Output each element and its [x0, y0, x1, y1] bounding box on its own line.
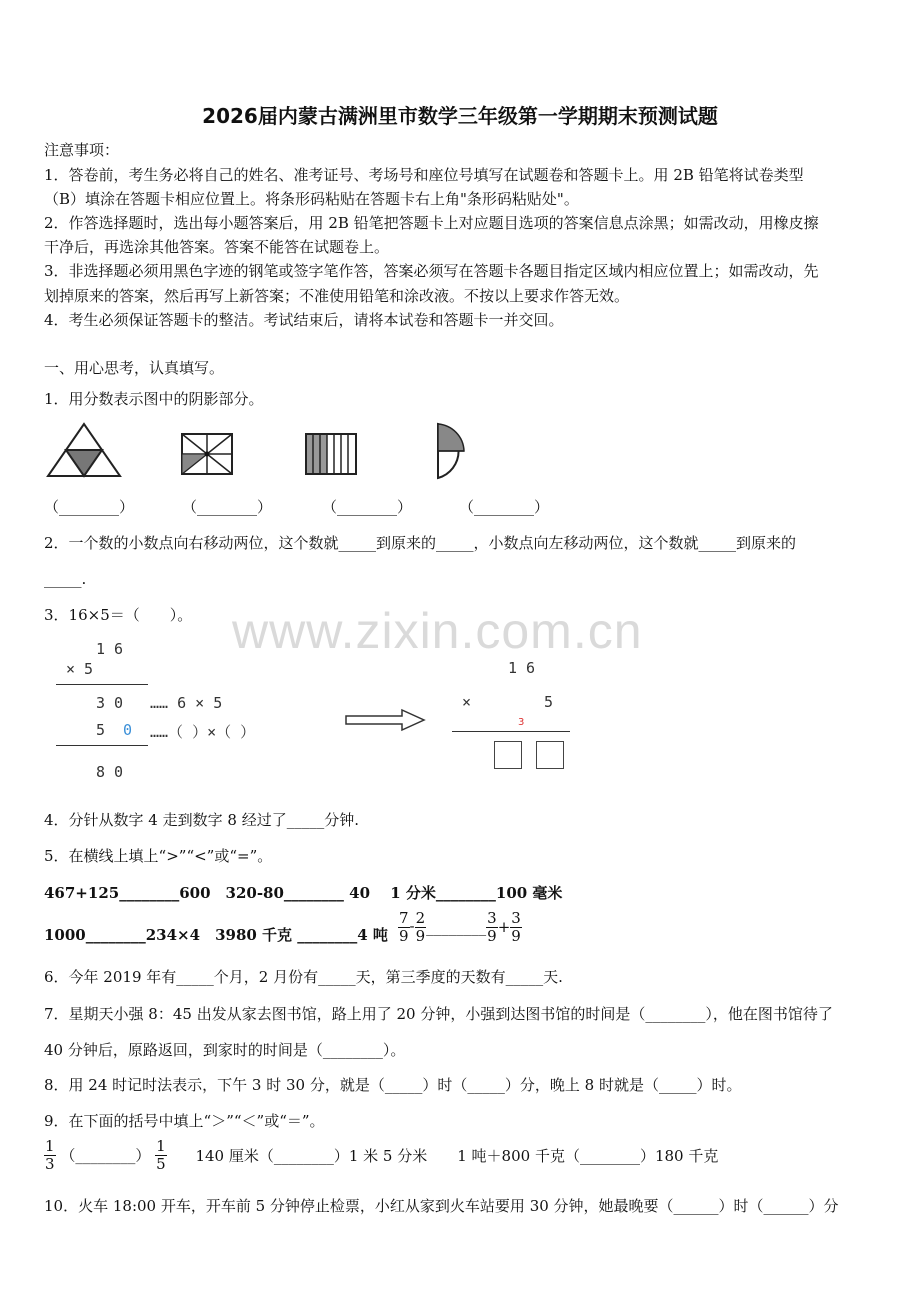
question-3: 3．16×5＝（ ）。 [44, 606, 193, 624]
page-title: 2026届内蒙古满洲里市数学三年级第一学期期末预测试题 [202, 104, 718, 128]
calc-note: …… 6 × 5 [150, 694, 223, 712]
fraction: $\frac{2}{9}$ [415, 909, 426, 945]
fraction-expression [398, 910, 522, 944]
question-2: 2．一个数的小数点向右移动两位，这个数就_____到原来的_____，小数点向左移动两位，这个数就_____到原来的 [44, 534, 797, 552]
striped-rectangle-figure [302, 430, 360, 478]
calc-row: 8 0 [96, 763, 124, 781]
notice-line: 干净后，再选涂其他答案。答案不能答在试题卷上。 [44, 238, 390, 256]
watermark: www.zixin.com.cn [232, 603, 643, 659]
answer-blank[interactable]: （________） [182, 498, 273, 516]
question-5-row-1: 467+125________600 320-80________ 40 1 分米________100 毫米 [44, 884, 563, 902]
notice-line: 4．考生必须保证答题卡的整洁。考试结束后，请将本试卷和答题卡一并交回。 [44, 311, 564, 329]
fraction: $\frac{3}{9}$ [511, 909, 521, 945]
question-1: 1．用分数表示图中的阴影部分。 [44, 390, 264, 408]
question-9-row [44, 1138, 718, 1172]
fraction: $\frac{1}{3}$ [45, 1137, 55, 1173]
calc-row: 1 6 [96, 640, 124, 658]
notice-line: 划掉原来的答案，然后再写上新答案；不准使用铅笔和涂改液。不按以上要求作答无效。 [44, 287, 630, 305]
question-2-continued: _____. [44, 570, 87, 588]
answer-box[interactable] [494, 741, 522, 769]
answer-box[interactable] [536, 741, 564, 769]
calc-digit-blue: 0 [123, 721, 133, 739]
fraction: $\frac{3}{9}$ [487, 909, 497, 945]
notice-heading: 注意事项： [44, 141, 120, 159]
question-8: 8．用 24 时记时法表示，下午 3 时 30 分，就是（_____）时（_____）分，晚上 8 时就是（_____）时。 [44, 1076, 742, 1094]
carry-digit: 3 [518, 717, 525, 728]
square-grid-figure [178, 430, 236, 478]
notice-line: （B）填涂在答题卡相应位置上。将条形码粘贴在答题卡右上角"条形码粘贴处"。 [44, 190, 579, 208]
question-5-row-2: 1000________234×4 3980 千克 ________4 吨 [44, 926, 388, 944]
compare-blank[interactable]: （________） [60, 1146, 151, 1165]
question-9-rest: 140 厘米（________）1 米 5 分米 1 吨＋800 千克（________）180 千克 [195, 1146, 719, 1165]
calc-note: ……（ ）×（ ） [150, 723, 256, 741]
compare-blank[interactable]: ________ [426, 918, 487, 936]
question-9: 9．在下面的括号中填上“＞”“＜”或“＝”。 [44, 1112, 325, 1130]
question-7-continued: 40 分钟后，原路返回，到家时的时间是（________）。 [44, 1041, 406, 1059]
calc-digit: 5 [96, 721, 106, 739]
right-arrow-icon [344, 708, 428, 732]
section-heading: 一、用心思考，认真填写。 [44, 359, 225, 377]
calc-row: 3 0 [96, 694, 124, 712]
answer-blank[interactable]: （________） [459, 498, 550, 516]
question-6: 6．今年 2019 年有_____个月，2 月份有_____天，第三季度的天数有_____天. [44, 968, 563, 986]
question-5: 5．在横线上填上“>”“<”或“=”。 [44, 847, 273, 865]
half-circle-figure [430, 420, 470, 482]
notice-line: 3．非选择题必须用黑色字迹的钢笔或签字笔作答，答案必须写在答题卡各题目指定区域内相应位置上；如需改动，先 [44, 262, 819, 280]
calc-row: 1 6 [508, 659, 536, 677]
calc-divider [452, 731, 570, 732]
calc-row: 5 [544, 693, 554, 711]
calc-divider [56, 684, 148, 685]
calc-row: × 5 [66, 660, 94, 678]
times-sign: × [462, 693, 472, 711]
fraction: $\frac{1}{5}$ [156, 1137, 166, 1173]
notice-line: 2．作答选择题时，选出每小题答案后，用 2B 铅笔把答题卡上对应题目选项的答案信息点涂黑；如需改动，用橡皮擦 [44, 214, 819, 232]
triangle-figure [44, 420, 124, 480]
question-7: 7．星期天小强 8：45 出发从家去图书馆，路上用了 20 分钟，小强到达图书馆的时间是（________），他在图书馆待了 [44, 1005, 833, 1023]
fraction: $\frac{7}{9}$ [399, 909, 409, 945]
answer-blank[interactable]: （________） [322, 498, 413, 516]
notice-line: 1．答卷前，考生务必将自己的姓名、准考证号、考场号和座位号填写在试题卷和答题卡上。用 2B 铅笔将试卷类型 [44, 166, 804, 184]
question-4: 4．分针从数字 4 走到数字 8 经过了_____分钟. [44, 811, 359, 829]
question-10: 10．火车 18:00 开车，开车前 5 分钟停止检票，小红从家到火车站要用 30 分钟，她最晚要（______）时（______）分 [44, 1197, 839, 1215]
plus-sign: + [497, 918, 511, 936]
minus-sign: - [409, 917, 415, 935]
answer-blank[interactable]: （________） [44, 498, 135, 516]
calc-divider [56, 745, 148, 746]
